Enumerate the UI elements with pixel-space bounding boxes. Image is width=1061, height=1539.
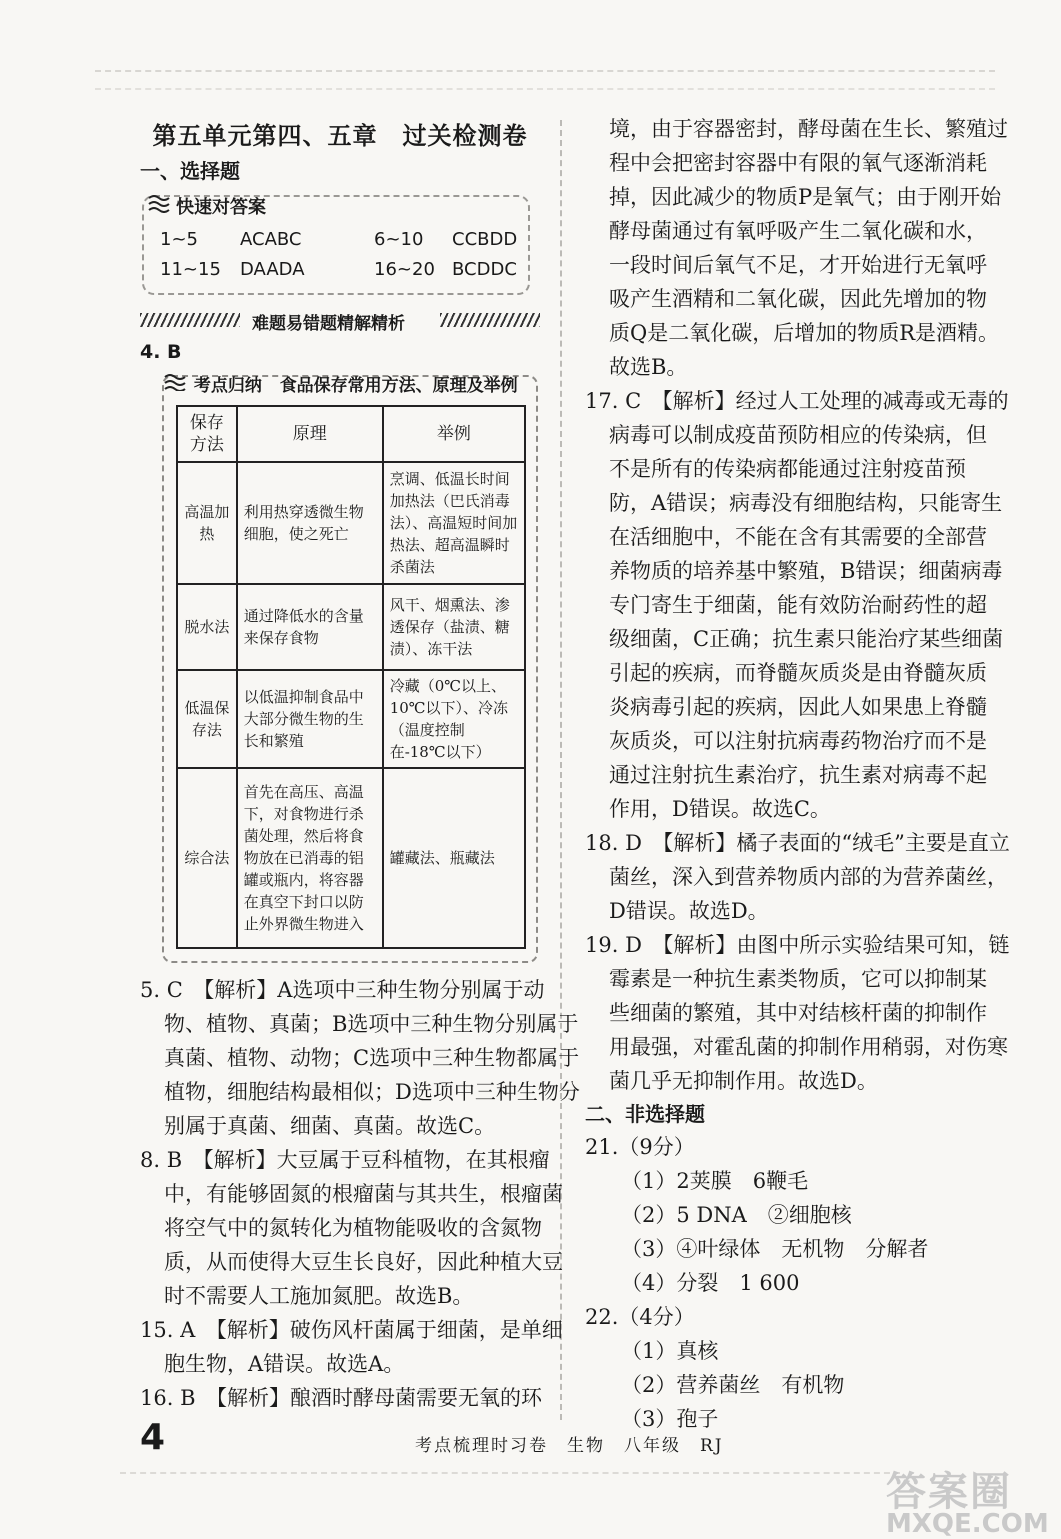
- summary-box: [162, 375, 538, 963]
- answer-line: 植物，细胞结构最相似；D选项中三种生物分: [164, 1080, 580, 1104]
- answer-line: 19. D 【解析】由图中所示实验结果可知，链: [585, 933, 1010, 957]
- quick-answer-header: [148, 193, 266, 219]
- answer-line: 程中会把密封容器中有限的氧气逐渐消耗: [609, 151, 987, 175]
- table-cell: 烹调、低温长时间加热法（巴氏消毒法）、高温短时间加热法、超高温瞬时杀菌法: [383, 462, 525, 584]
- answer-range: 6~10: [374, 229, 424, 250]
- answer-line: 霉素是一种抗生素类物质，它可以抑制某: [609, 967, 987, 991]
- hatch-decoration: [440, 313, 540, 327]
- table-row: [177, 584, 525, 670]
- page-title: 第五单元第四、五章 过关检测卷: [152, 122, 528, 150]
- answer-line: 防，A错误；病毒没有细胞结构，只能寄生: [609, 491, 1003, 515]
- table-cell: 利用热穿透微生物细胞，使之死亡: [237, 462, 383, 584]
- footer-text: 考点梳理时习卷 生物 八年级 RJ: [415, 1436, 724, 1456]
- answer-range: 11~15: [160, 259, 221, 280]
- answer-line: 18. D 【解析】橘子表面的“绒毛”主要是直立: [585, 831, 1010, 855]
- answer-line: 5. C 【解析】A选项中三种生物分别属于动: [140, 978, 545, 1002]
- left-answer-lines: [140, 973, 580, 1415]
- answer-range: 1~5: [160, 229, 198, 250]
- answer-line: 16. B 【解析】酿酒时酵母菌需要无氧的环: [140, 1386, 543, 1410]
- answer-line: 养物质的培养基中繁殖，B错误；细菌病毒: [609, 559, 1003, 583]
- summary-header: [164, 371, 518, 396]
- wave-icon: [164, 376, 194, 396]
- quick-answer-title: 快速对答案: [176, 197, 266, 218]
- table-cell: 以低温抑制食品中大部分微生物的生长和繁殖: [237, 670, 383, 768]
- section-heading-nonchoice: 二、非选择题: [585, 1102, 705, 1126]
- page-number: 4: [140, 1417, 166, 1458]
- table-cell: 高温加热: [177, 462, 237, 584]
- answer-line: 病毒可以制成疫苗预防相应的传染病，但: [609, 423, 987, 447]
- top-decoration: [95, 70, 995, 90]
- answer-line: 质，从而使得大豆生长良好，因此种植大豆: [164, 1250, 563, 1274]
- preservation-table: [176, 405, 526, 949]
- answer-line: 一段时间后氧气不足，才开始进行无氧呼: [609, 253, 987, 277]
- answer-line: 胞生物，A错误。故选A。: [164, 1352, 405, 1376]
- answer-line: 些细菌的繁殖，其中对结核杆菌的抑制作: [609, 1001, 987, 1025]
- table-header: 举例: [383, 406, 525, 462]
- answer-values: CCBDD: [452, 229, 518, 250]
- left-column: [140, 110, 580, 1415]
- answer-values: DAADA: [240, 259, 305, 280]
- question-22-item: （2）营养菌丝 有机物: [621, 1373, 845, 1397]
- table-cell: 首先在高压、高温下，对食物进行杀菌处理，然后将食物放在已消毒的铝罐或瓶内，将容器在真空下封口以防止外界微生物进入: [237, 768, 383, 948]
- question-21-head: 21.（9分）: [585, 1135, 695, 1159]
- answer-line: D错误。故选D。: [609, 899, 769, 923]
- answer-line: 吸产生酒精和二氧化碳，因此先增加的物: [609, 287, 987, 311]
- watermark-url: MXQE.COM: [886, 1509, 1049, 1539]
- answer-range: 16~20: [374, 259, 435, 280]
- table-cell: 罐藏法、瓶藏法: [383, 768, 525, 948]
- table-row: [177, 768, 525, 948]
- answer-line: 用最强，对霍乱菌的抑制作用稍弱，对伤寒: [609, 1035, 1008, 1059]
- answer-line: 菌丝，深入到营养物质内部的为营养菌丝，: [609, 865, 1008, 889]
- answer-line: 将空气中的氮转化为植物能吸收的含氮物: [164, 1216, 542, 1240]
- wave-icon: [148, 193, 176, 218]
- question-22-item: （1）真核: [621, 1339, 719, 1363]
- answer-line: 引起的疾病，而脊髓灰质炎是由脊髓灰质: [609, 661, 987, 685]
- table-cell: 综合法: [177, 768, 237, 948]
- answer-line: 不是所有的传染病都能通过注射疫苗预: [609, 457, 966, 481]
- answer-line: 炎病毒引起的疾病，因此人如果患上脊髓: [609, 695, 987, 719]
- answer-line: 在活细胞中，不能在含有其需要的全部营: [609, 525, 987, 549]
- right-column: [585, 112, 1010, 1436]
- answer-line: 菌几乎无抑制作用。故选D。: [609, 1069, 878, 1093]
- answer-line: 境，由于容器密封，酵母菌在生长、繁殖过: [609, 117, 1008, 141]
- table-header-row: [177, 406, 525, 462]
- answer-line: 真菌、植物、动物；C选项中三种生物都属于: [164, 1046, 580, 1070]
- section-heading-choice: 一、选择题: [140, 159, 240, 183]
- summary-label: 考点归纳: [193, 376, 262, 396]
- question-21-item: （3）④叶绿体 无机物 分解者: [621, 1237, 929, 1261]
- answer-line: 专门寄生于细菌，能有效防治耐药性的超: [609, 593, 987, 617]
- table-header: 保存方法: [177, 406, 237, 462]
- column-divider: [560, 120, 562, 1420]
- quick-answer-box: [142, 195, 530, 295]
- answer-line: 作用，D错误。故选C。: [609, 797, 831, 821]
- answer-line: 物、植物、真菌；B选项中三种生物分别属于: [164, 1012, 579, 1036]
- table-cell: 低温保存法: [177, 670, 237, 768]
- bottom-decoration: [120, 1472, 900, 1482]
- answer-line: 故选B。: [609, 355, 688, 379]
- answer-values: BCDDC: [452, 259, 517, 280]
- table-cell: 冷藏（0℃以上、10℃以下）、冷冻（温度控制在-18℃以下）: [383, 670, 525, 768]
- question-21-item: （4）分裂 1 600: [621, 1271, 800, 1295]
- answer-line: 15. A 【解析】破伤风杆菌属于细菌，是单细: [140, 1318, 563, 1342]
- answer-line: 17. C 【解析】经过人工处理的减毒或无毒的: [585, 389, 1009, 413]
- answer-q4: 4. B: [140, 341, 182, 363]
- question-22-head: 22.（4分）: [585, 1305, 695, 1329]
- answer-line: 通过注射抗生素治疗，抗生素对病毒不起: [609, 763, 987, 787]
- question-21-item: （1）2荚膜 6鞭毛: [621, 1169, 809, 1193]
- answer-line: 酵母菌通过有氧呼吸产生二氧化碳和水，: [609, 219, 987, 243]
- answer-line: 质Q是二氧化碳，后增加的物质R是酒精。: [609, 321, 1000, 345]
- answer-line: 中，有能够固氮的根瘤菌与其共生，根瘤菌: [164, 1182, 563, 1206]
- answer-line: 别属于真菌、细菌、真菌。故选C。: [164, 1114, 496, 1138]
- hatch-decoration: [140, 313, 240, 327]
- answer-line: 灰质炎，可以注射抗病毒药物治疗而不是: [609, 729, 987, 753]
- question-22-item: （3）孢子: [621, 1407, 719, 1431]
- table-header: 原理: [237, 406, 383, 462]
- analysis-header-bar: [140, 309, 540, 335]
- table-row: [177, 670, 525, 768]
- answer-line: 时不需要人工施加氮肥。故选B。: [164, 1284, 474, 1308]
- analysis-header: 难题易错题精解精析: [244, 309, 413, 334]
- summary-topic: 食品保存常用方法、原理及举例: [279, 376, 518, 396]
- watermark-text: 答案圈: [886, 1469, 1012, 1515]
- answer-values: ACABC: [240, 229, 302, 250]
- table-cell: 脱水法: [177, 584, 237, 670]
- answer-line: 8. B 【解析】大豆属于豆科植物，在其根瘤: [140, 1148, 550, 1172]
- answer-line: 掉，因此减少的物质P是氧气；由于刚开始: [609, 185, 1002, 209]
- watermark-logo: [886, 1460, 1049, 1539]
- table-cell: 通过降低水的含量来保存食物: [237, 584, 383, 670]
- question-21-item: （2）5 DNA ②细胞核: [621, 1203, 852, 1227]
- table-cell: 风干、烟熏法、渗透保存（盐渍、糖渍）、冻干法: [383, 584, 525, 670]
- table-row: [177, 462, 525, 584]
- answer-line: 级细菌，C正确；抗生素只能治疗某些细菌: [609, 627, 1004, 651]
